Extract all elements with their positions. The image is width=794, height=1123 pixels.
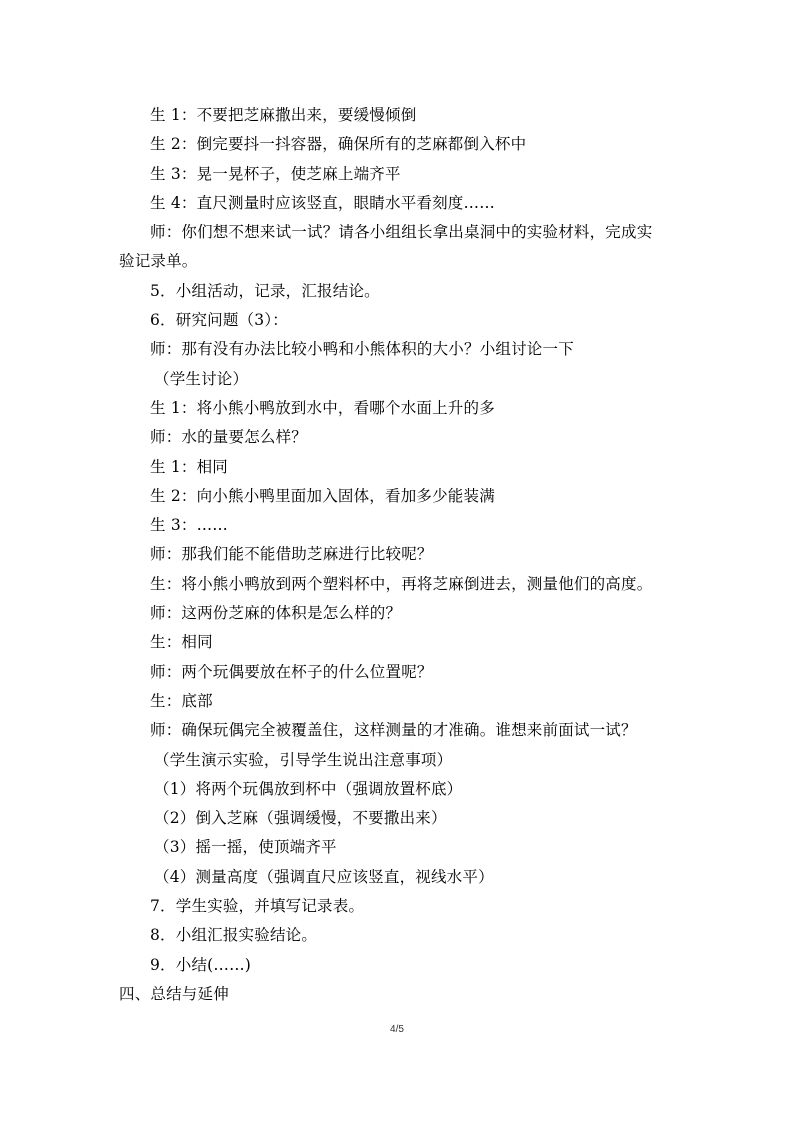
text-line: 师：那我们能不能借助芝麻进行比较呢？ — [150, 545, 433, 564]
text-line: 生 2：倒完要抖一抖容器，确保所有的芝麻都倒入杯中 — [150, 135, 527, 154]
text-line: 8．小组汇报实验结论。 — [150, 926, 318, 945]
text-line: 6．研究问题（3）： — [150, 311, 288, 330]
text-line: （4）测量高度（强调直尺应该竖直，视线水平） — [154, 867, 494, 886]
text-line: 师：水的量要怎么样？ — [150, 428, 308, 447]
text-line: （学生讨论） — [154, 369, 249, 388]
text-line: （学生演示实验，引导学生说出注意事项） — [154, 750, 453, 769]
text-line: （1）将两个玩偶放到杯中（强调放置杯底） — [154, 779, 463, 798]
text-line: 7．学生实验，并填写记录表。 — [150, 897, 365, 916]
text-line: 生 2：向小熊小鸭里面加入固体，看加多少能装满 — [150, 486, 495, 505]
text-line: （3）摇一摇，使顶端齐平 — [154, 838, 337, 857]
page-number: 4/5 — [390, 1024, 404, 1035]
text-line: 生 1：相同 — [150, 457, 228, 476]
text-line: 9．小结(……) — [150, 955, 252, 974]
text-line: 师：那有没有办法比较小鸭和小熊体积的大小？小组讨论一下 — [150, 340, 574, 359]
text-line: （2）倒入芝麻（强调缓慢，不要撒出来） — [154, 809, 447, 828]
text-line: 四、总结与延伸 — [119, 984, 229, 1003]
text-line: 生 4：直尺测量时应该竖直，眼睛水平看刻度…… — [150, 193, 495, 212]
text-line: 师：两个玩偶要放在杯子的什么位置呢？ — [150, 662, 433, 681]
text-line: 生 1：不要把芝麻撒出来，要缓慢倾倒 — [150, 106, 417, 124]
text-line: 验记录单。 — [119, 252, 198, 271]
text-line: 生：将小熊小鸭放到两个塑料杯中，再将芝麻倒进去，测量他们的高度。 — [150, 574, 653, 593]
text-line: 5．小组活动，记录，汇报结论。 — [150, 281, 380, 300]
text-line: 师：这两份芝麻的体积是怎么样的？ — [150, 604, 402, 623]
text-line: 师：你们想不想来试一试？请各小组组长拿出桌洞中的实验材料，完成实 — [150, 223, 653, 242]
text-line: 生 3：晃一晃杯子，使芝麻上端齐平 — [150, 164, 401, 183]
text-line: 生：相同 — [150, 633, 213, 652]
text-line: 生：底部 — [150, 691, 213, 710]
text-line: 师：确保玩偶完全被覆盖住，这样测量的才准确。谁想来前面试一试？ — [150, 721, 637, 740]
text-line: 生 1：将小熊小鸭放到水中，看哪个水面上升的多 — [150, 398, 495, 417]
document-body — [0, 101, 794, 1009]
text-line: 生 3：…… — [150, 516, 228, 535]
